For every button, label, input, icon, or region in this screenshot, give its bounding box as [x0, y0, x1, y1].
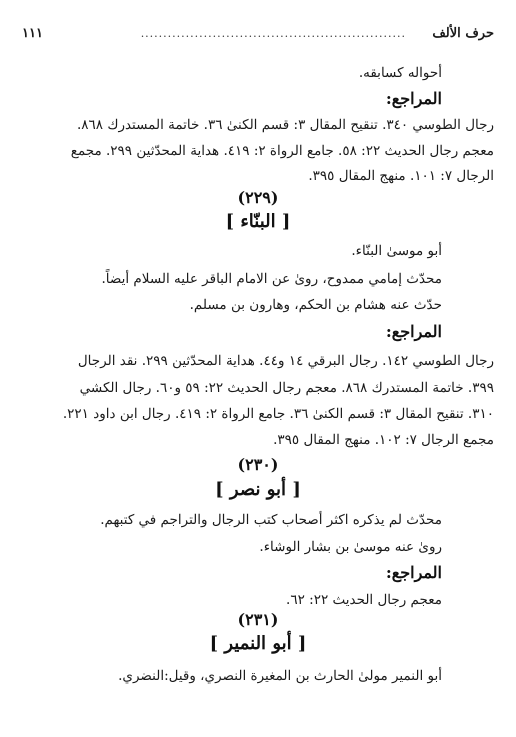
entry-body-line: حدّث عنه هشام بن الحكم، وهارون بن مسلم. [189, 297, 442, 313]
reference-line: معجم رجال الحديث ٢٢: ٦٢. [286, 592, 442, 608]
references-heading: المراجع: [385, 89, 442, 108]
page-number: ١١١ [22, 26, 43, 41]
references-heading: المراجع: [385, 563, 442, 582]
references-heading: المراجع: [385, 322, 442, 341]
reference-line: مجمع الرجال ٧: ١٠٢. منهج المقال ٣٩٥. [273, 432, 494, 448]
entry-title: [ البنّاء ] [225, 211, 291, 232]
entry-body-line: محدّث لم يذكره اكثر أصحاب كتب الرجال والتراجم في كتبهم. [100, 512, 442, 528]
intro-line: أحواله كسابقه. [358, 65, 442, 81]
entry-number: (٢٣٠) [237, 455, 279, 474]
entry-number: (٢٢٩) [237, 188, 279, 207]
entry-title: [ أبو النمير ] [209, 633, 307, 654]
reference-line: معجم رجال الحديث ٢٢: ٥٨. جامع الرواة ٢: ٤١٩. هداية المحدّثين ٢٩٩. مجمع [70, 143, 494, 159]
header-dots: ........................................................... [140, 27, 406, 40]
entry-body-line: محدّث إمامي ممدوح، روىٰ عن الامام الباقر عليه السلام أيضاً. [101, 271, 442, 287]
header-title: حرف الألف [432, 26, 494, 41]
entry-body-line: روىٰ عنه موسىٰ بن بشار الوشاء. [259, 539, 442, 555]
reference-line: رجال الطوسي ١٤٢. رجال البرقي ١٤ و٤٤. هداية المحدّثين ٢٩٩. نقد الرجال [77, 353, 494, 369]
reference-line: الرجال ٧: ١٠١. منهج المقال ٣٩٥. [308, 168, 494, 184]
entry-body-line: أبو موسىٰ البنّاء. [351, 243, 442, 259]
reference-line: ٣٩٩. خاتمة المستدرك ٨٦٨. معجم رجال الحديث ٢٢: ٥٩ و٦٠. رجال الكشي [79, 380, 494, 396]
entry-title: [ أبو نصر ] [215, 479, 301, 500]
entry-body-line: أبو النمير مولىٰ الحارث بن المغيرة النصري، وقيل:النضري. [118, 668, 442, 684]
entry-number: (٢٣١) [237, 610, 279, 629]
reference-line: ٣١٠. تنقيح المقال ٣: قسم الكنىٰ ٣٦. جامع الرواة ٢: ٤١٩. رجال ابن داود ٢٢١. [62, 406, 494, 422]
reference-line: رجال الطوسي ٣٤٠. تنقيح المقال ٣: قسم الكنىٰ ٣٦. خاتمة المستدرك ٨٦٨. [76, 117, 494, 133]
